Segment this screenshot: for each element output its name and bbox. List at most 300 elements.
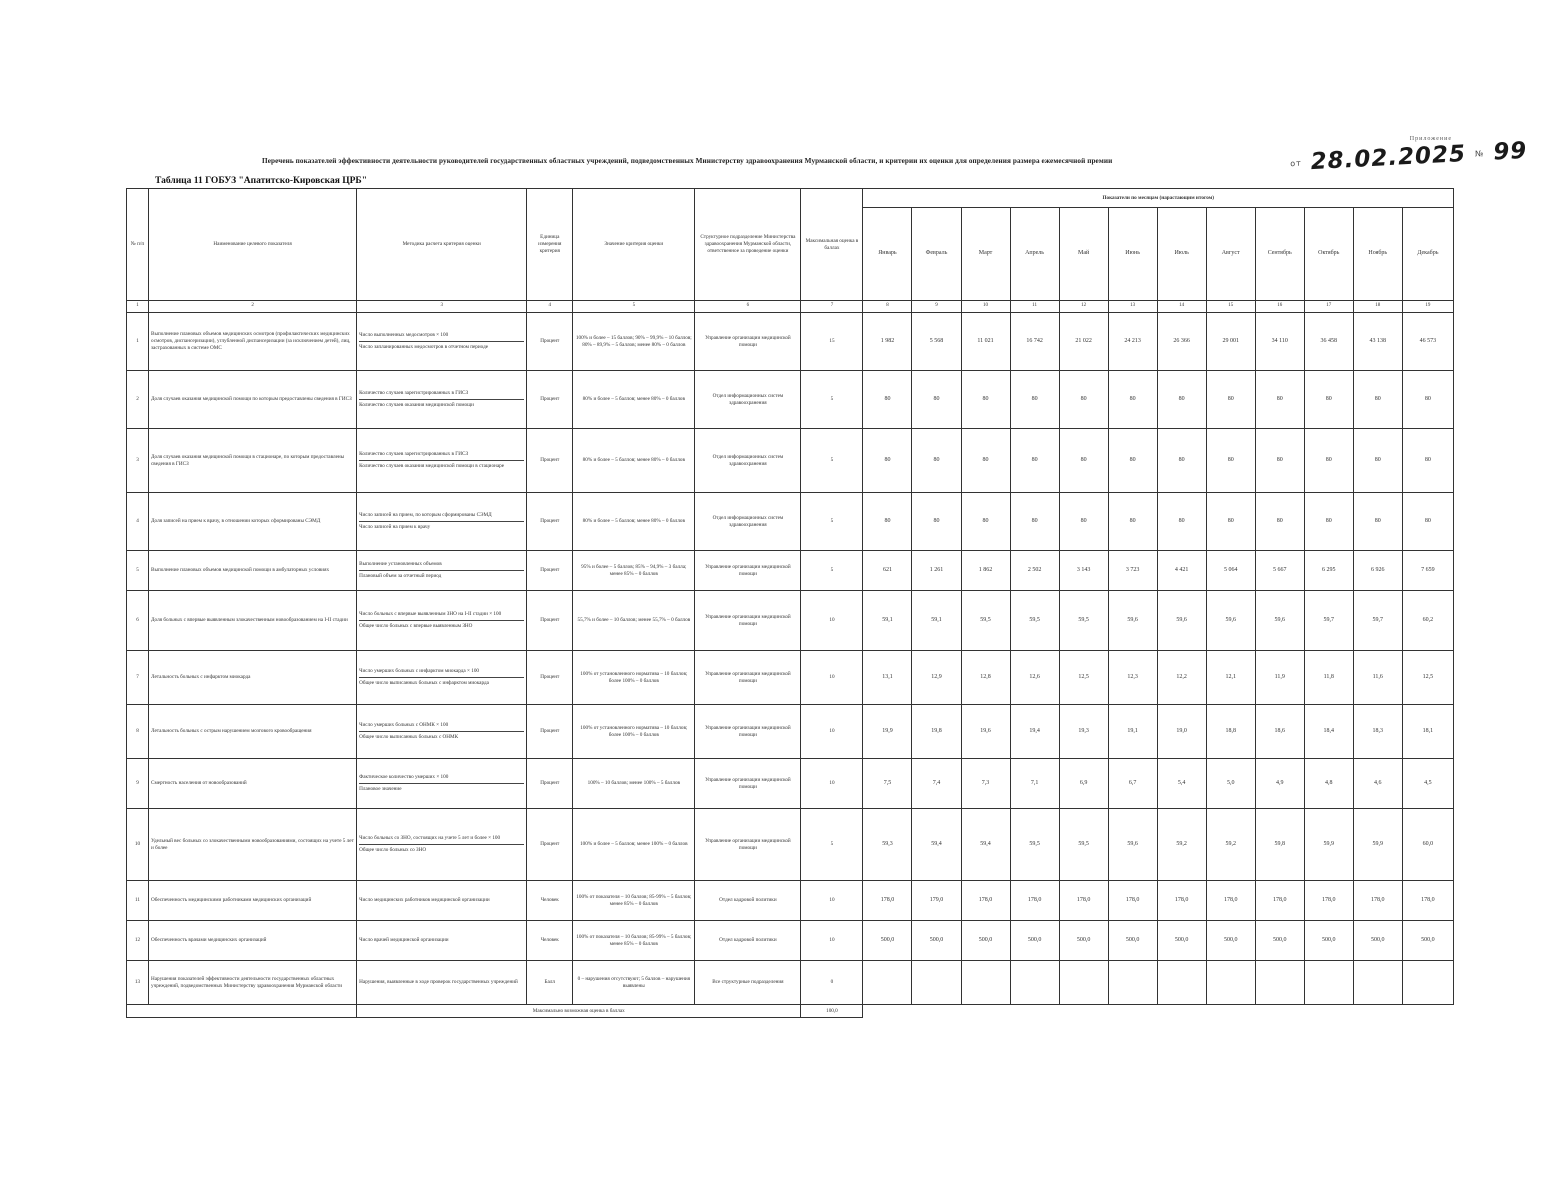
column-number: 12 <box>1059 301 1108 313</box>
max-score: 5 <box>801 429 863 493</box>
method-denominator: Общее число больных со ЗНО <box>359 847 427 853</box>
month-value: 12,9 <box>912 651 961 705</box>
max-score: 10 <box>801 705 863 759</box>
month-value: 5 667 <box>1255 551 1304 591</box>
method-numerator: Число выполненных медосмотров × 100 <box>359 332 449 339</box>
month-value: 59,9 <box>1304 809 1353 881</box>
month-value: 43 138 <box>1353 313 1402 371</box>
month-value: 59,5 <box>961 591 1010 651</box>
column-number: 13 <box>1108 301 1157 313</box>
max-score: 5 <box>801 809 863 881</box>
month-value: 18,4 <box>1304 705 1353 759</box>
month-value: 11,6 <box>1353 651 1402 705</box>
indicator-name: Доля случаев оказания медицинской помощи в стационаре, по которым предоставлены сведения в ГИСЗ <box>149 429 357 493</box>
month-value: 500,0 <box>1108 921 1157 961</box>
month-value: 1 982 <box>863 313 912 371</box>
method-cell <box>357 759 527 809</box>
responsible-dept: Управление организации медицинской помощи <box>695 591 801 651</box>
fraction-line <box>359 731 524 732</box>
month-value: 1 862 <box>961 551 1010 591</box>
footer-blank <box>127 1005 357 1018</box>
column-number: 18 <box>1353 301 1402 313</box>
month-value: 46 573 <box>1402 313 1453 371</box>
month-value: 178,0 <box>1304 881 1353 921</box>
month-value <box>1304 961 1353 1005</box>
criteria-values: 95% и более – 5 баллов; 85% – 94,9% – 3 балла; менее 85% – 0 баллов <box>573 551 695 591</box>
method-numerator: Количество случаев зарегистрированных в ГИСЗ <box>359 390 469 397</box>
stamp-prefix: от <box>1289 158 1302 169</box>
month-value: 80 <box>1108 429 1157 493</box>
responsible-dept: Управление организации медицинской помощи <box>695 705 801 759</box>
row-number: 9 <box>127 759 149 809</box>
row-number: 13 <box>127 961 149 1005</box>
month-value: 80 <box>1304 371 1353 429</box>
header-dept: Структурное подразделение Министерства здравоохранения Мурманской области, ответственное за проведение оценки <box>695 189 801 301</box>
responsible-dept: Управление организации медицинской помощи <box>695 809 801 881</box>
unit-cell: Процент <box>527 313 573 371</box>
month-value: 59,5 <box>1010 591 1059 651</box>
month-value: 7,1 <box>1010 759 1059 809</box>
unit-cell: Процент <box>527 591 573 651</box>
table-row <box>127 921 1454 961</box>
month-value: 80 <box>1059 371 1108 429</box>
indicators-table <box>126 188 1454 1018</box>
row-number: 11 <box>127 881 149 921</box>
indicator-name: Удельный вес больных со злокачественными новообразованиями, состоящих на учете 5 лет и более <box>149 809 357 881</box>
fraction-line <box>359 783 524 784</box>
fraction-line <box>359 521 524 522</box>
row-number: 2 <box>127 371 149 429</box>
unit-cell: Процент <box>527 551 573 591</box>
month-value: 4,8 <box>1304 759 1353 809</box>
month-value: 1 261 <box>912 551 961 591</box>
month-value: 80 <box>1157 493 1206 551</box>
month-value: 59,3 <box>863 809 912 881</box>
month-value: 80 <box>1353 429 1402 493</box>
month-value: 59,7 <box>1353 591 1402 651</box>
month-value: 80 <box>1353 493 1402 551</box>
method-denominator: Общее число больных с впервые выявленным ЗНО <box>359 623 473 629</box>
indicator-name: Выполнение плановых объемов медицинской помощи в амбулаторных условиях <box>149 551 357 591</box>
criteria-values: 100% от показателя – 10 баллов; 85-99% – 5 баллов; менее 85% – 0 баллов <box>573 921 695 961</box>
month-header: Сентябрь <box>1255 208 1304 301</box>
method-cell <box>357 809 527 881</box>
month-value: 59,6 <box>1108 591 1157 651</box>
month-value: 59,5 <box>1010 809 1059 881</box>
month-value: 500,0 <box>863 921 912 961</box>
fraction-line <box>359 620 524 621</box>
month-value <box>1059 961 1108 1005</box>
max-score: 10 <box>801 881 863 921</box>
method-cell <box>357 429 527 493</box>
month-value: 2 502 <box>1010 551 1059 591</box>
fraction-line <box>359 844 524 845</box>
month-value: 80 <box>1304 429 1353 493</box>
month-value: 80 <box>1353 371 1402 429</box>
table-row <box>127 371 1454 429</box>
column-number: 10 <box>961 301 1010 313</box>
month-value: 59,6 <box>1157 591 1206 651</box>
max-score: 10 <box>801 651 863 705</box>
month-value: 621 <box>863 551 912 591</box>
method-denominator: Общее число выписанных больных с ОНМК <box>359 734 459 740</box>
responsible-dept: Отдел информационных систем здравоохранения <box>695 429 801 493</box>
footer-empty <box>863 1005 1454 1018</box>
month-value: 80 <box>1255 429 1304 493</box>
table-row <box>127 961 1454 1005</box>
month-value: 19,4 <box>1010 705 1059 759</box>
table-row <box>127 493 1454 551</box>
month-value: 6 295 <box>1304 551 1353 591</box>
header-no: № п/п <box>127 189 149 301</box>
fraction-line <box>359 399 524 400</box>
month-header: Май <box>1059 208 1108 301</box>
max-score: 10 <box>801 591 863 651</box>
responsible-dept: Управление организации медицинской помощи <box>695 759 801 809</box>
header-name: Наименование целевого показателя <box>149 189 357 301</box>
month-value: 59,6 <box>1206 591 1255 651</box>
unit-cell: Процент <box>527 429 573 493</box>
max-score: 5 <box>801 493 863 551</box>
column-number: 1 <box>127 301 149 313</box>
month-value: 80 <box>1402 493 1453 551</box>
indicator-name: Доля больных с впервые выявленным злокачественным новообразованием на I-II стадии <box>149 591 357 651</box>
criteria-values: 100% от показателя – 10 баллов; 85-99% – 5 баллов; менее 85% – 0 баллов <box>573 881 695 921</box>
month-value: 12,6 <box>1010 651 1059 705</box>
unit-cell: Процент <box>527 759 573 809</box>
responsible-dept: Отдел кадровой политики <box>695 921 801 961</box>
column-number: 9 <box>912 301 961 313</box>
month-value: 19,6 <box>961 705 1010 759</box>
month-value: 59,5 <box>1059 809 1108 881</box>
responsible-dept: Управление организации медицинской помощи <box>695 551 801 591</box>
month-value: 24 213 <box>1108 313 1157 371</box>
month-value: 18,1 <box>1402 705 1453 759</box>
month-value: 500,0 <box>1059 921 1108 961</box>
unit-cell: Процент <box>527 809 573 881</box>
indicator-name: Нарушения показателей эффективности деятельности государственных областных учреждений, подведомственных Министерству здравоохранения Мурманской области <box>149 961 357 1005</box>
month-value: 80 <box>1206 429 1255 493</box>
method-numerator: Число медицинских работников медицинской организации <box>359 897 490 904</box>
unit-cell: Балл <box>527 961 573 1005</box>
month-value: 500,0 <box>1010 921 1059 961</box>
month-value: 80 <box>1108 493 1157 551</box>
indicator-name: Летальность больных с инфарктом миокарда <box>149 651 357 705</box>
criteria-values: 100% от установленного норматива – 10 баллов; более 100% – 0 баллов <box>573 705 695 759</box>
method-cell <box>357 651 527 705</box>
criteria-values: 0 – нарушения отсутствуют; 5 баллов – нарушения выявлены <box>573 961 695 1005</box>
column-number: 2 <box>149 301 357 313</box>
column-number: 17 <box>1304 301 1353 313</box>
criteria-values: 55,7% и более – 10 баллов; менее 55,7% – 0 баллов <box>573 591 695 651</box>
month-value: 59,8 <box>1255 809 1304 881</box>
header-row <box>127 189 1454 208</box>
month-value <box>912 961 961 1005</box>
unit-cell: Процент <box>527 493 573 551</box>
month-header: Июнь <box>1108 208 1157 301</box>
month-header: Январь <box>863 208 912 301</box>
max-score: 15 <box>801 313 863 371</box>
month-value: 4,6 <box>1353 759 1402 809</box>
footer-total: 100,0 <box>801 1005 863 1018</box>
method-numerator: Число умерших больных с инфарктом миокарда × 100 <box>359 668 480 675</box>
indicator-name: Доля случаев оказания медицинской помощи по которым предоставлены сведения в ГИСЗ <box>149 371 357 429</box>
month-value: 6 926 <box>1353 551 1402 591</box>
month-value: 500,0 <box>1255 921 1304 961</box>
month-value: 178,0 <box>1402 881 1453 921</box>
month-value: 80 <box>961 493 1010 551</box>
month-value: 80 <box>1206 493 1255 551</box>
month-value: 80 <box>1255 371 1304 429</box>
month-header: Март <box>961 208 1010 301</box>
table-row <box>127 759 1454 809</box>
row-number: 4 <box>127 493 149 551</box>
month-value: 7,3 <box>961 759 1010 809</box>
month-header: Декабрь <box>1402 208 1453 301</box>
month-value: 80 <box>1304 493 1353 551</box>
responsible-dept: Отдел информационных систем здравоохранения <box>695 493 801 551</box>
method-cell <box>357 551 527 591</box>
month-value: 59,1 <box>912 591 961 651</box>
month-value: 500,0 <box>1206 921 1255 961</box>
row-number: 7 <box>127 651 149 705</box>
criteria-values: 100% и более – 5 баллов; менее 100% – 0 баллов <box>573 809 695 881</box>
month-value: 178,0 <box>1255 881 1304 921</box>
column-number: 7 <box>801 301 863 313</box>
month-value: 3 143 <box>1059 551 1108 591</box>
month-value: 60,2 <box>1402 591 1453 651</box>
column-number: 6 <box>695 301 801 313</box>
month-value: 6,9 <box>1059 759 1108 809</box>
month-value: 36 458 <box>1304 313 1353 371</box>
month-value: 19,8 <box>912 705 961 759</box>
header-max: Максимальная оценка в баллах <box>801 189 863 301</box>
criteria-values: 100% от установленного норматива – 10 баллов; более 100% – 0 баллов <box>573 651 695 705</box>
month-value: 19,1 <box>1108 705 1157 759</box>
month-value: 59,7 <box>1304 591 1353 651</box>
month-header: Апрель <box>1010 208 1059 301</box>
document-title: Перечень показателей эффективности деятельности руководителей государственных областных учреждений, подведомственных Министерству здравоохранения Мурманской области, и критерии их оценки для определения размера ежемесячной премии <box>262 157 1113 165</box>
indicator-name: Летальность больных с острым нарушением мозгового кровообращения <box>149 705 357 759</box>
month-value <box>1206 961 1255 1005</box>
month-value: 7,5 <box>863 759 912 809</box>
method-numerator: Количество случаев зарегистрированных в ГИСЗ <box>359 451 469 458</box>
method-numerator: Число больных со ЗНО, состоящих на учете 5 лет и более × 100 <box>359 835 501 842</box>
method-numerator: Число врачей медицинской организации <box>359 937 449 944</box>
month-value: 178,0 <box>1010 881 1059 921</box>
max-score: 5 <box>801 551 863 591</box>
column-number: 19 <box>1402 301 1453 313</box>
month-value: 12,5 <box>1059 651 1108 705</box>
month-value: 18,3 <box>1353 705 1402 759</box>
method-numerator: Фактическое количество умерших × 100 <box>359 774 449 781</box>
month-value: 500,0 <box>1402 921 1453 961</box>
method-denominator: Плановое значение <box>359 786 402 792</box>
month-value: 178,0 <box>863 881 912 921</box>
month-value: 59,4 <box>912 809 961 881</box>
month-value: 60,0 <box>1402 809 1453 881</box>
unit-cell: Человек <box>527 921 573 961</box>
criteria-values: 80% и более – 5 баллов; менее 80% – 0 баллов <box>573 429 695 493</box>
month-header: Ноябрь <box>1353 208 1402 301</box>
month-value: 34 110 <box>1255 313 1304 371</box>
responsible-dept: Управление организации медицинской помощи <box>695 651 801 705</box>
method-denominator: Общее число выписанных больных с инфарктом миокарда <box>359 680 489 686</box>
table-row <box>127 591 1454 651</box>
indicator-name: Выполнение плановых объемов медицинских осмотров (профилактических медицинских осмотров, диспансеризации), углубленной диспансеризации (за исключением детей), лиц, застрахованных в системе ОМС <box>149 313 357 371</box>
header-unit: Единица измерения критерия <box>527 189 573 301</box>
unit-cell: Процент <box>527 371 573 429</box>
criteria-values: 100% и более – 15 баллов; 90% – 99,9% – 10 баллов; 80% – 89,9% – 5 баллов; менее 80% – 0 баллов <box>573 313 695 371</box>
row-number: 1 <box>127 313 149 371</box>
month-value: 18,6 <box>1255 705 1304 759</box>
stamp-date: 28.02.2025 <box>1310 141 1467 176</box>
month-value: 500,0 <box>1353 921 1402 961</box>
month-value: 19,3 <box>1059 705 1108 759</box>
column-number: 5 <box>573 301 695 313</box>
month-value <box>1402 961 1453 1005</box>
indicator-name: Обеспеченность врачами медицинских организаций <box>149 921 357 961</box>
method-denominator: Плановый объем за отчетный период <box>359 573 442 579</box>
month-value: 80 <box>1157 429 1206 493</box>
column-number-row <box>127 301 1454 313</box>
table-row <box>127 429 1454 493</box>
fraction-line <box>359 677 524 678</box>
responsible-dept: Отдел информационных систем здравоохранения <box>695 371 801 429</box>
table-row <box>127 551 1454 591</box>
method-denominator: Количество случаев оказания медицинской помощи <box>359 402 474 408</box>
method-cell <box>357 493 527 551</box>
method-numerator: Нарушения, выявленные в ходе проверок государственных учреждений <box>359 979 518 986</box>
method-denominator: Количество случаев оказания медицинской помощи в стационаре <box>359 463 505 469</box>
unit-cell: Процент <box>527 705 573 759</box>
month-value: 7,4 <box>912 759 961 809</box>
column-number: 15 <box>1206 301 1255 313</box>
method-cell <box>357 705 527 759</box>
indicator-name: Смертность населения от новообразований <box>149 759 357 809</box>
month-value: 80 <box>961 429 1010 493</box>
header-values: Значение критерия оценки <box>573 189 695 301</box>
month-value: 5 064 <box>1206 551 1255 591</box>
month-value: 80 <box>863 371 912 429</box>
month-value: 80 <box>961 371 1010 429</box>
month-value: 21 022 <box>1059 313 1108 371</box>
table-row <box>127 651 1454 705</box>
month-value: 178,0 <box>1206 881 1255 921</box>
month-value: 59,2 <box>1157 809 1206 881</box>
month-value: 59,2 <box>1206 809 1255 881</box>
method-cell <box>357 921 527 961</box>
header-method: Методика расчета критерия оценки <box>357 189 527 301</box>
column-number: 4 <box>527 301 573 313</box>
table-row <box>127 881 1454 921</box>
handwritten-date: от 28.02.2025 № 99 <box>1289 137 1528 176</box>
method-numerator: Число записей на прием, по которым сформированы СЭМД <box>359 512 492 519</box>
row-number: 10 <box>127 809 149 881</box>
max-score: 10 <box>801 921 863 961</box>
table-row <box>127 705 1454 759</box>
month-value: 59,1 <box>863 591 912 651</box>
month-value: 178,0 <box>961 881 1010 921</box>
stamp-number: 99 <box>1492 137 1528 166</box>
criteria-values: 80% и более – 5 баллов; менее 80% – 0 баллов <box>573 371 695 429</box>
month-value: 6,7 <box>1108 759 1157 809</box>
unit-cell: Процент <box>527 651 573 705</box>
month-value: 29 001 <box>1206 313 1255 371</box>
month-value: 59,4 <box>961 809 1010 881</box>
method-numerator: Выполнение установленных объемов <box>359 561 442 568</box>
fraction-line <box>359 570 524 571</box>
month-value: 5,0 <box>1206 759 1255 809</box>
month-value: 80 <box>1108 371 1157 429</box>
month-value: 12,3 <box>1108 651 1157 705</box>
month-value: 5,4 <box>1157 759 1206 809</box>
footer-row <box>127 1005 1454 1018</box>
month-value: 80 <box>912 429 961 493</box>
month-value: 80 <box>863 493 912 551</box>
month-value: 80 <box>1059 429 1108 493</box>
header-months-group: Показатели по месяцам (нарастающим итогом) <box>863 189 1454 208</box>
date-stamp <box>1289 136 1528 176</box>
stamp-small-text: Приложение <box>1409 136 1452 142</box>
month-value: 12,5 <box>1402 651 1453 705</box>
month-value: 179,0 <box>912 881 961 921</box>
column-number: 11 <box>1010 301 1059 313</box>
month-value: 500,0 <box>961 921 1010 961</box>
column-number: 14 <box>1157 301 1206 313</box>
max-score: 0 <box>801 961 863 1005</box>
method-numerator: Число умерших больных с ОНМК × 100 <box>359 722 449 729</box>
month-value: 59,6 <box>1108 809 1157 881</box>
table-row <box>127 313 1454 371</box>
month-value: 80 <box>1157 371 1206 429</box>
month-header: Июль <box>1157 208 1206 301</box>
table-caption: Таблица 11 ГОБУЗ "Апатитско-Кировская ЦРБ" <box>155 176 367 186</box>
month-value <box>1255 961 1304 1005</box>
method-denominator: Число записей на прием к врачу <box>359 524 431 530</box>
month-value: 80 <box>1010 371 1059 429</box>
responsible-dept: Управление организации медицинской помощи <box>695 313 801 371</box>
method-cell <box>357 371 527 429</box>
month-value <box>863 961 912 1005</box>
month-value: 19,0 <box>1157 705 1206 759</box>
month-value <box>1353 961 1402 1005</box>
month-value: 4 421 <box>1157 551 1206 591</box>
method-cell <box>357 313 527 371</box>
month-value: 178,0 <box>1108 881 1157 921</box>
responsible-dept: Все структурные подразделения <box>695 961 801 1005</box>
unit-cell: Человек <box>527 881 573 921</box>
month-value: 80 <box>1206 371 1255 429</box>
month-value: 19,9 <box>863 705 912 759</box>
row-number: 6 <box>127 591 149 651</box>
month-value: 13,1 <box>863 651 912 705</box>
indicator-name: Обеспеченность медицинскими работниками медицинских организаций <box>149 881 357 921</box>
month-value: 80 <box>912 493 961 551</box>
month-value: 500,0 <box>1157 921 1206 961</box>
month-value: 80 <box>1402 429 1453 493</box>
table-row <box>127 809 1454 881</box>
month-value: 11,8 <box>1304 651 1353 705</box>
month-value: 80 <box>912 371 961 429</box>
criteria-values: 80% и более – 5 баллов; менее 80% – 0 баллов <box>573 493 695 551</box>
fraction-line <box>359 341 524 342</box>
method-numerator: Число больных с впервые выявленным ЗНО на I-II стадии × 100 <box>359 611 502 618</box>
month-header: Август <box>1206 208 1255 301</box>
column-number: 8 <box>863 301 912 313</box>
month-value: 80 <box>863 429 912 493</box>
row-number: 3 <box>127 429 149 493</box>
